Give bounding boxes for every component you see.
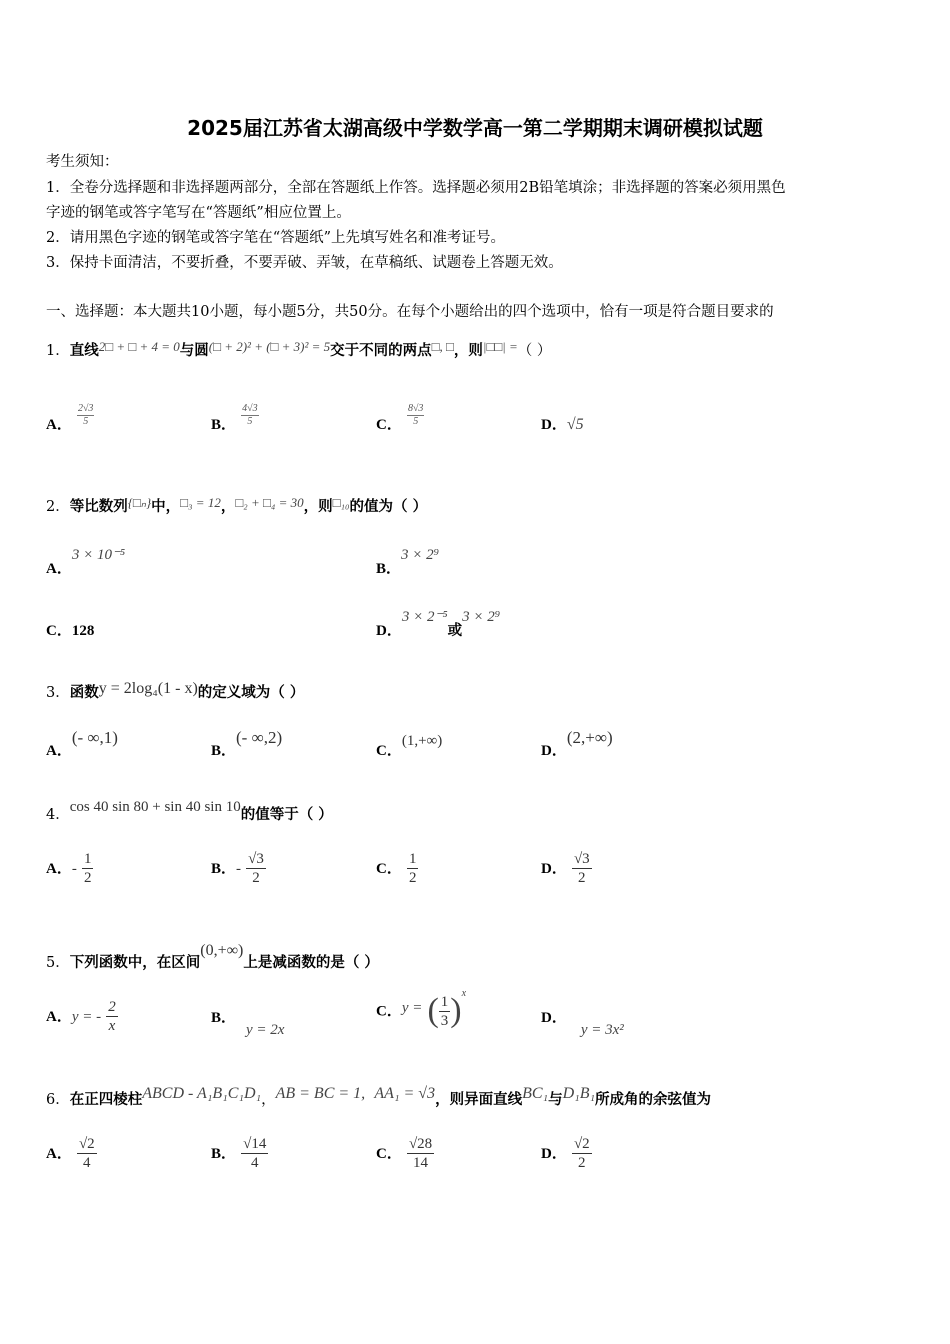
option-label: B．	[211, 1010, 237, 1026]
option-value: y = 2x	[246, 1022, 285, 1038]
option-value: 3 × 10⁻⁵	[71, 547, 126, 563]
notice-line-1b: 字迹的钢笔或答字笔写在“答题纸”相应位置上。	[46, 205, 351, 221]
option-fraction: $\frac{2}{x}$	[108, 999, 116, 1034]
q2-option-c	[46, 619, 94, 640]
q3-text-1: 函数	[69, 684, 99, 701]
q6-condition-1: AB = BC = 1,	[275, 1085, 366, 1102]
q6-text-3: 与	[548, 1091, 563, 1108]
q3-function: y = 2log₄(1 - x)	[98, 680, 198, 697]
q2-option-a	[46, 543, 126, 577]
q6-text-2: ，则异面直线	[435, 1091, 523, 1108]
right-paren-icon: )	[450, 992, 462, 1029]
q1-option-b	[211, 395, 259, 433]
q1-points: □, □	[431, 339, 454, 354]
option-label: C．	[376, 743, 402, 759]
option-fraction: $\frac{4√3}{5}$	[242, 403, 258, 427]
q1-text-2: 与圆	[179, 342, 209, 359]
q4-option-d	[541, 850, 592, 887]
question-6	[46, 1084, 711, 1110]
notice-line-1: 1．全卷分选择题和非选择题两部分，全部在答题纸上作答。选择题必须用2B铅笔填涂；非选择题的答案必须用黑色	[46, 180, 786, 196]
page-title: 2025届江苏省太湖高级中学数学高一第二学期期末调研模拟试题	[187, 116, 763, 140]
option-label: D．	[376, 623, 402, 639]
option-label: C．	[376, 1146, 402, 1162]
q2-comma: ，	[220, 498, 236, 515]
q4-option-b	[211, 850, 266, 887]
q3-option-a	[46, 727, 118, 759]
option-label: D．	[541, 861, 567, 877]
option-value: (- ∞,2)	[236, 728, 283, 747]
q3-text-2: 的定义域为（ ）	[197, 684, 305, 701]
q2-option-b	[376, 543, 439, 577]
option-label: A．	[46, 1009, 72, 1025]
q2-a3: □₃ = 12	[180, 495, 221, 510]
q5-text-1: 下列函数中，在区间	[69, 954, 201, 971]
option-label: A．	[46, 743, 72, 759]
q6-line-1: BC₁	[522, 1085, 549, 1102]
q3-option-d	[541, 727, 613, 759]
q1-option-c	[376, 395, 424, 433]
option-label: B．	[211, 861, 237, 877]
q6-option-b	[211, 1135, 268, 1172]
option-label: D．	[541, 1146, 567, 1162]
option-sign: -	[236, 861, 242, 877]
q1-text-4: ，则	[453, 342, 483, 359]
q1-circle-eq: (□ + 2)² + (□ + 3)² = 5	[208, 339, 331, 354]
q4-number: 4．	[46, 807, 70, 823]
option-label: B．	[211, 1146, 237, 1162]
option-fraction: $\frac{√28}{14}$	[408, 1136, 433, 1171]
q4-option-a	[46, 850, 93, 887]
q5-interval: (0,+∞)	[200, 942, 244, 959]
question-1	[46, 337, 551, 361]
q6-option-a	[46, 1135, 97, 1172]
question-5	[46, 941, 379, 973]
option-label: B．	[211, 417, 237, 433]
q6-condition-2: AA₁ = √3	[374, 1085, 436, 1102]
option-label: C．	[46, 623, 72, 639]
q6-prism: ABCD - A₁B₁C₁D₁	[142, 1085, 262, 1102]
option-prefix: y =	[401, 999, 423, 1016]
option-fraction: $\frac{√2}{2}$	[573, 1136, 590, 1171]
q3-option-b	[211, 727, 283, 759]
q5-option-a	[46, 998, 118, 1035]
option-fraction: $\frac{√3}{2}$	[573, 851, 590, 886]
q5-number: 5．	[46, 955, 70, 971]
option-sign: -	[71, 861, 77, 877]
question-3	[46, 679, 304, 703]
notice-line-3: 3．保持卡面清洁，不要折叠，不要弄破、弄皱，在草稿纸、试题卷上答题无效。	[46, 255, 563, 271]
option-value: (2,+∞)	[566, 728, 613, 747]
notice-heading: 考生须知：	[46, 154, 119, 170]
option-label: A．	[46, 417, 72, 433]
q6-line-2: D₁B₁	[562, 1085, 596, 1102]
question-2	[46, 493, 427, 517]
option-fraction: $\frac{2√3}{5}$	[77, 403, 94, 427]
option-or: 或	[447, 622, 463, 639]
q6-text-1: 在正四棱柱	[69, 1091, 143, 1108]
q1-number: 1．	[46, 343, 70, 359]
option-fraction: $\frac{1}{2}$	[408, 851, 417, 886]
option-label: B．	[211, 743, 237, 759]
q2-a10: □₁₀	[332, 495, 350, 510]
q1-text-3: 交于不同的两点	[330, 342, 432, 359]
left-paren-icon: (	[427, 992, 439, 1029]
q4-text-1: 的值等于（ ）	[240, 806, 333, 823]
q6-text-4: 所成角的余弦值为	[595, 1091, 712, 1108]
q1-option-d	[541, 413, 584, 434]
q5-text-2: 上是减函数的是（ ）	[243, 954, 379, 971]
q6-comma: ，	[261, 1092, 276, 1108]
option-label: A．	[46, 1146, 72, 1162]
q5-option-c	[376, 987, 467, 1030]
q2-text-2: 中，	[151, 498, 181, 515]
option-fraction: $\frac{1}{2}$	[83, 851, 92, 886]
option-label: B．	[376, 561, 402, 577]
option-fraction: $\frac{1}{3}$	[440, 993, 449, 1029]
option-exponent: x	[461, 987, 467, 999]
option-value: 3 × 2⁹	[401, 547, 439, 563]
q6-number: 6．	[46, 1092, 70, 1108]
option-label: C．	[376, 417, 402, 433]
q3-option-c	[376, 729, 443, 759]
option-label: D．	[541, 417, 567, 433]
option-value: (- ∞,1)	[71, 728, 118, 747]
q2-sequence: {□ₙ}	[127, 495, 152, 510]
q2-option-d	[376, 605, 500, 639]
q4-expression: cos 40 sin 80 + sin 40 sin 10	[69, 799, 241, 815]
q1-paren: （ ）	[517, 343, 552, 359]
option-label: D．	[541, 1010, 567, 1026]
option-prefix: y = -	[71, 1009, 102, 1025]
option-label: C．	[376, 1003, 402, 1020]
option-fraction: $\frac{√3}{2}$	[248, 851, 264, 886]
option-fraction: $\frac{√14}{4}$	[243, 1136, 267, 1171]
option-value-1: 3 × 2⁻⁵	[401, 609, 448, 625]
option-value: 128	[71, 623, 95, 639]
q2-text-1: 等比数列	[69, 498, 128, 515]
notice-line-2: 2．请用黑色字迹的钢笔或答字笔在“答题纸”上先填写姓名和准考证号。	[46, 230, 506, 246]
option-label: D．	[541, 743, 567, 759]
question-4	[46, 797, 333, 825]
section-heading: 一、选择题：本大题共10小题，每小题5分，共50分。在每个小题给出的四个选项中，恰有一项是符合题目要求的	[46, 304, 774, 320]
q6-option-c	[376, 1135, 434, 1172]
option-label: C．	[376, 861, 402, 877]
q1-text-1: 直线	[69, 342, 99, 359]
option-label: A．	[46, 561, 72, 577]
q2-number: 2．	[46, 499, 70, 515]
q2-sum: □₂ + □₄ = 30	[235, 495, 304, 510]
option-fraction: $\frac{8√3}{5}$	[407, 403, 424, 427]
q6-option-d	[541, 1135, 592, 1172]
option-value: y = 3x²	[580, 1022, 624, 1038]
option-value-2: 3 × 2⁹	[462, 609, 500, 625]
q1-abs: |□□| =	[482, 339, 518, 354]
q5-option-d	[541, 1010, 624, 1038]
option-fraction: $\frac{√2}{4}$	[78, 1136, 95, 1171]
q5-option-b	[211, 1010, 285, 1038]
q3-number: 3．	[46, 685, 70, 701]
q1-option-a	[46, 395, 94, 433]
option-value: (1,+∞)	[401, 733, 443, 749]
option-label: A．	[46, 861, 72, 877]
option-value: √5	[566, 416, 584, 433]
q2-text-3: ，则	[303, 498, 333, 515]
q4-option-c	[376, 850, 418, 887]
q1-line-eq: 2□ + □ + 4 = 0	[98, 339, 180, 354]
q2-text-4: 的值为（ ）	[349, 498, 428, 515]
